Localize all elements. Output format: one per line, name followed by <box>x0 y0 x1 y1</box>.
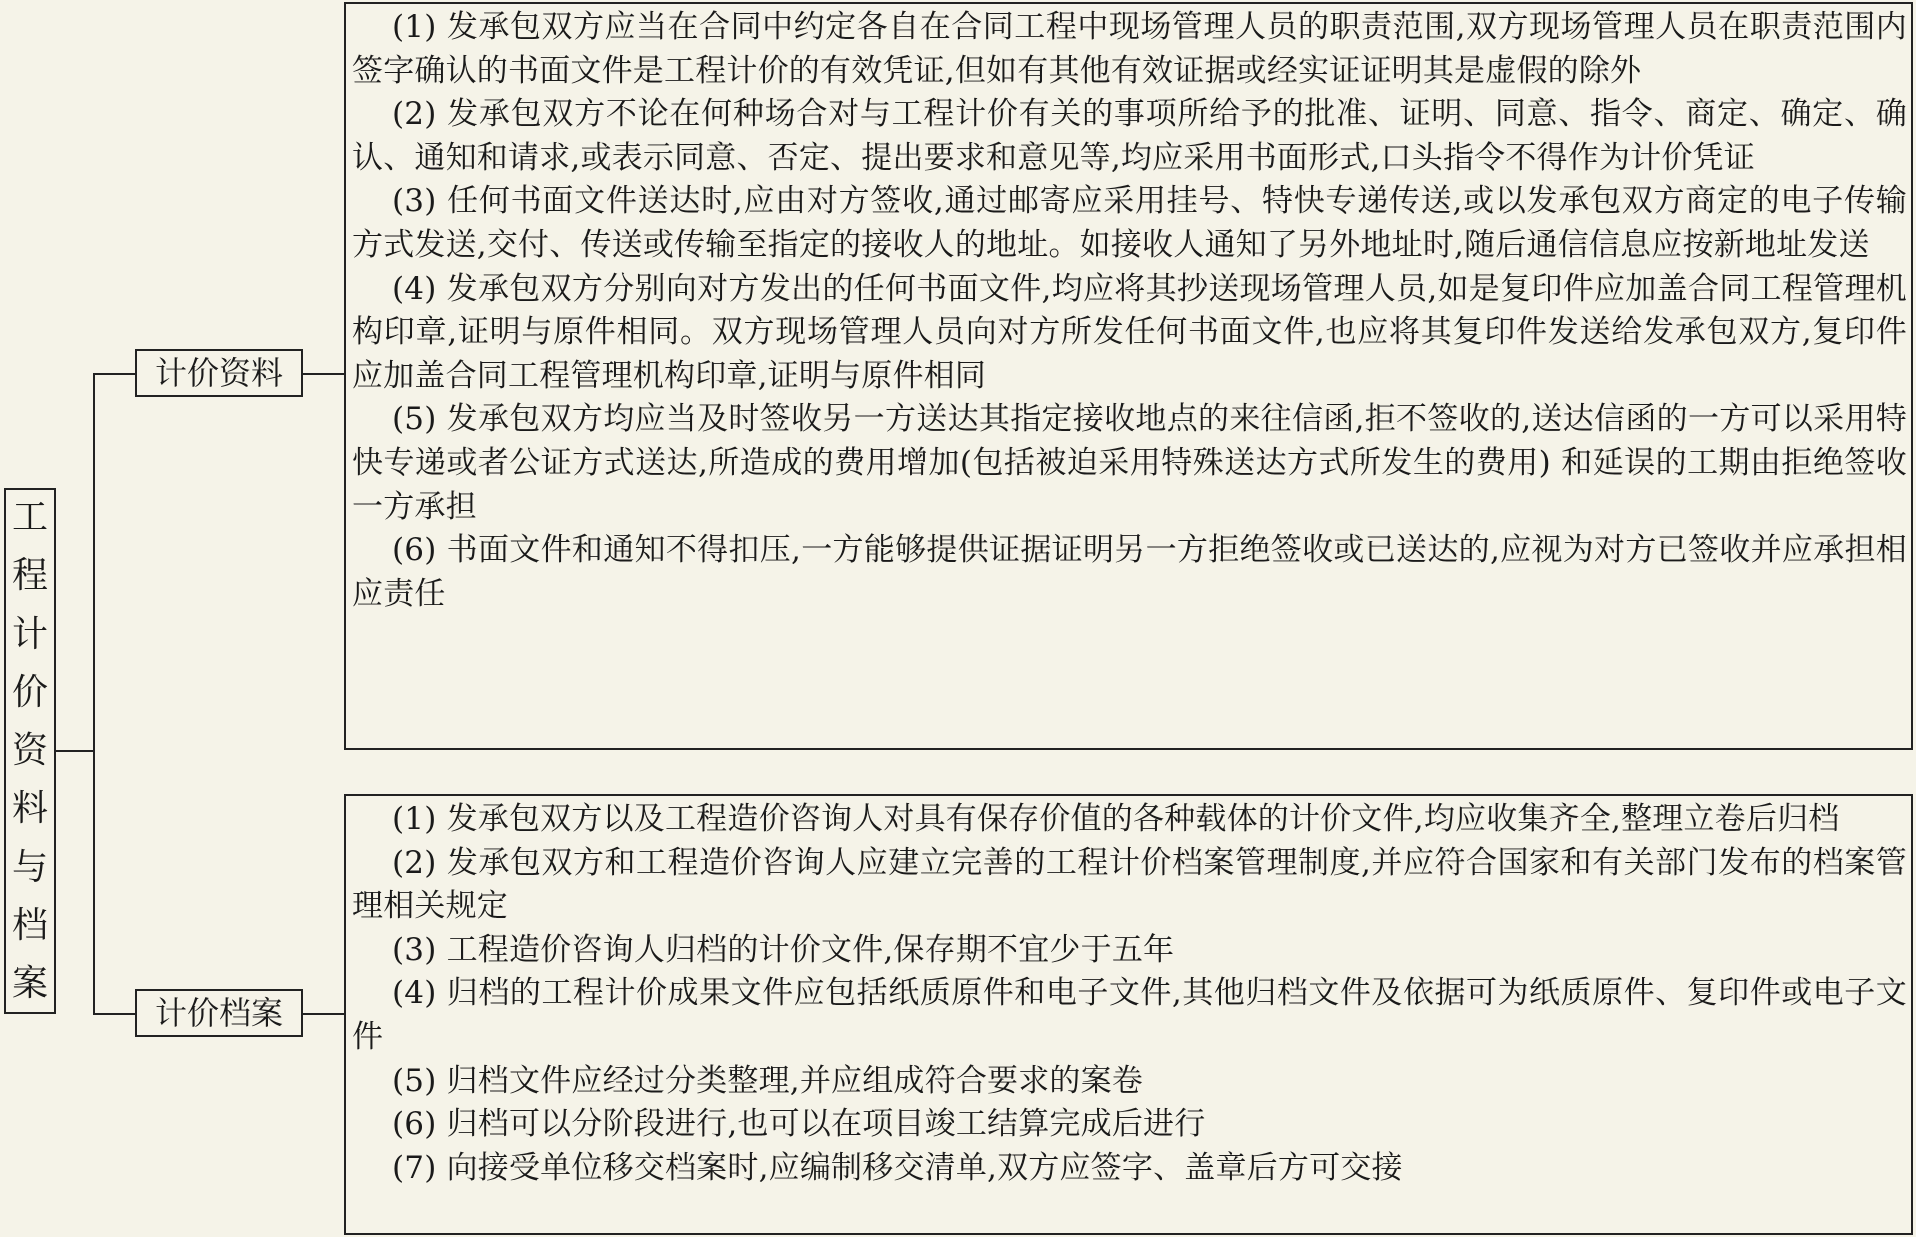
list-item: (7) 向接受单位移交档案时,应编制移交清单,双方应签字、盖章后方可交接 <box>392 1149 1403 1186</box>
root-char: 资 <box>11 730 48 771</box>
content-box-pricing-archives <box>344 794 1913 1235</box>
list-item: (4) 归档的工程计价成果文件应包括纸质原件和电子文件,其他归档文件及依据可为纸质原件、复印件或电子文件 <box>352 975 1907 1055</box>
root-node-label <box>6 490 54 1012</box>
connector-branch-1-to-content <box>303 373 344 375</box>
list-item: (4) 发承包双方分别向对方发出的任何书面文件,均应将其抄送现场管理人员,如是复印件应加盖合同工程管理机构印章,证明与原件相同。双方现场管理人员向对方所发任何书面文件,也应将其复印件发送给发承包双方,复印件应加盖合同工程管理机构印章,证明与原件相同 <box>352 270 1907 394</box>
branch-node-pricing-archives: 计价档案 <box>135 989 303 1037</box>
root-node <box>4 488 56 1014</box>
content-box-pricing-materials <box>344 2 1913 750</box>
root-char: 程 <box>11 555 48 597</box>
root-char: 计 <box>11 613 48 655</box>
root-char: 档 <box>11 904 48 946</box>
list-item: (3) 任何书面文件送达时,应由对方签收,通过邮寄应采用挂号、特快专递传送,或以发承包双方商定的电子传输方式发送,交付、传送或传输至指定的接收人的地址。如接收人通知了另外地址时,随后通信信息应按新地址发送 <box>352 183 1907 263</box>
root-char: 与 <box>11 846 48 888</box>
root-char: 案 <box>11 963 48 1004</box>
connector-branch-2-to-content <box>303 1013 344 1015</box>
list-item: (2) 发承包双方不论在何种场合对与工程计价有关的事项所给予的批准、证明、同意、指令、商定、确定、确认、通知和请求,或表示同意、否定、提出要求和意见等,均应采用书面形式,口头指令不得作为计价凭证 <box>352 96 1907 176</box>
connector-to-branch-2 <box>93 1013 135 1015</box>
list-item: (6) 书面文件和通知不得扣压,一方能够提供证据证明另一方拒绝签收或已送达的,应视为对方已签收并应承担相应责任 <box>352 532 1907 612</box>
root-char: 价 <box>11 671 48 713</box>
connector-vertical-trunk <box>93 373 95 1014</box>
connector-to-branch-1 <box>93 373 135 375</box>
connector-root-stub <box>56 750 94 752</box>
list-item: (5) 归档文件应经过分类整理,并应组成符合要求的案卷 <box>392 1062 1144 1099</box>
list-item: (2) 发承包双方和工程造价咨询人应建立完善的工程计价档案管理制度,并应符合国家和有关部门发布的档案管理相关规定 <box>352 844 1907 925</box>
root-char: 工 <box>11 497 48 538</box>
list-item: (1) 发承包双方以及工程造价咨询人对具有保存价值的各种载体的计价文件,均应收集齐全,整理立卷后归档 <box>392 801 1840 837</box>
list-item: (1) 发承包双方应当在合同中约定各自在合同工程中现场管理人员的职责范围,双方现场管理人员在职责范围内签字确认的书面文件是工程计价的有效凭证,但如有其他有效证据或经实证证明其是虚假的除外 <box>352 9 1907 89</box>
list-item: (5) 发承包双方均应当及时签收另一方送达其指定接收地点的来往信函,拒不签收的,送达信函的一方可以采用特快专递或者公证方式送达,所造成的费用增加(包括被迫采用特殊送达方式所发生的费用) 和延误的工期由拒绝签收一方承担 <box>352 401 1907 525</box>
list-item: (3) 工程造价咨询人归档的计价文件,保存期不宜少于五年 <box>392 931 1175 968</box>
branch-node-pricing-materials: 计价资料 <box>135 349 303 397</box>
root-char: 料 <box>11 788 48 830</box>
list-item: (6) 归档可以分阶段进行,也可以在项目竣工结算完成后进行 <box>392 1106 1206 1143</box>
